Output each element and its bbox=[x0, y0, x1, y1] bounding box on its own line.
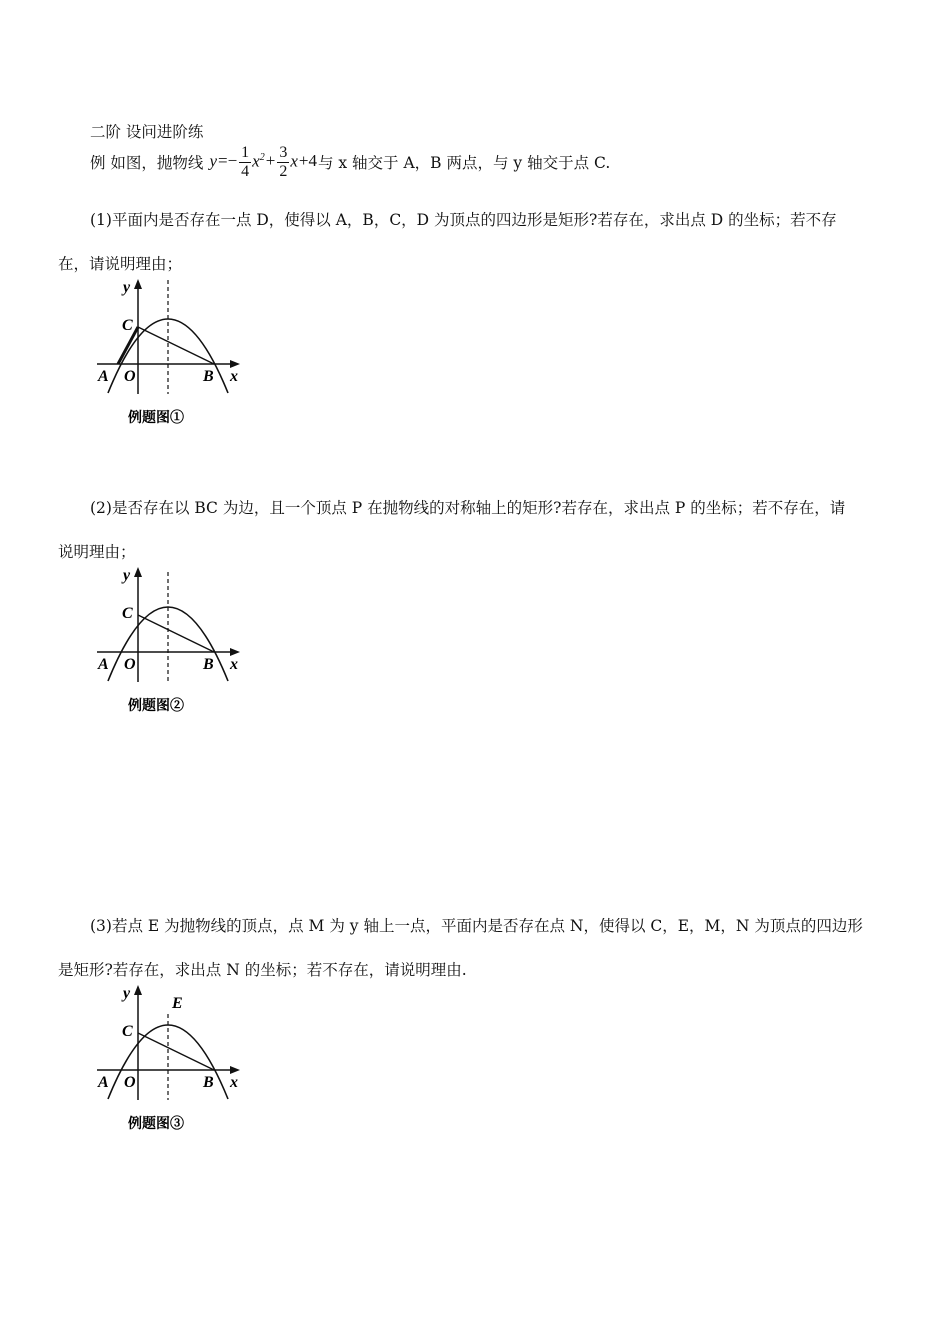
frac1-den: 4 bbox=[241, 162, 250, 180]
fraction-one-quarter bbox=[239, 144, 251, 181]
label-y: y bbox=[123, 279, 131, 296]
question-3-line-2: 是矩形?若存在，求出点 N 的坐标；若不存在，请说明理由. bbox=[58, 961, 467, 979]
frac1-num: 1 bbox=[241, 143, 250, 161]
label-c: C bbox=[122, 1023, 133, 1040]
label-a: A bbox=[98, 1074, 109, 1091]
figure-3-caption: 例题图③ bbox=[128, 1117, 184, 1132]
x-axis-arrow bbox=[230, 648, 240, 656]
segment-bc bbox=[138, 327, 214, 364]
y-axis-arrow bbox=[134, 279, 142, 289]
label-x: x bbox=[230, 656, 238, 673]
eq-equals: =− bbox=[217, 150, 238, 170]
y-axis-arrow bbox=[134, 567, 142, 577]
segment-bc bbox=[138, 1033, 214, 1070]
figure-2-caption: 例题图② bbox=[128, 699, 184, 714]
question-3-line-1: (3)若点 E 为抛物线的顶点，点 M 为 y 轴上一点，平面内是否存在点 N，使得以 C，E，M，N 为顶点的四边形 bbox=[90, 917, 863, 935]
example-figure-3 bbox=[90, 982, 260, 1142]
label-c: C bbox=[122, 605, 133, 622]
question-1-line-2: 在，请说明理由； bbox=[58, 255, 183, 273]
x-axis-arrow bbox=[230, 1066, 240, 1074]
eq-y: y bbox=[209, 150, 217, 170]
example-prefix: 例 如图，抛物线 bbox=[90, 154, 204, 172]
label-a: A bbox=[98, 368, 109, 385]
example-suffix: 与 x 轴交于 A，B 两点，与 y 轴交于点 C. bbox=[317, 154, 611, 172]
eq-x-squared: x bbox=[252, 150, 260, 170]
question-2-line-1: (2)是否存在以 BC 为边，且一个顶点 P 在抛物线的对称轴上的矩形?若存在，求出点 P 的坐标；若不存在，请 bbox=[90, 499, 846, 517]
fraction-three-halves bbox=[277, 144, 289, 181]
question-2-line-2: 说明理由； bbox=[58, 543, 136, 561]
eq-constant: +4 bbox=[298, 150, 317, 170]
label-x: x bbox=[230, 368, 238, 385]
frac2-num: 3 bbox=[279, 143, 288, 161]
example-statement bbox=[90, 142, 610, 182]
label-o: O bbox=[124, 1074, 136, 1091]
label-y: y bbox=[123, 567, 131, 584]
label-b: B bbox=[203, 368, 214, 385]
frac2-den: 2 bbox=[279, 162, 288, 180]
label-b: B bbox=[203, 656, 214, 673]
x-axis-arrow bbox=[230, 360, 240, 368]
label-o: O bbox=[124, 368, 136, 385]
example-figure-2 bbox=[90, 564, 260, 724]
label-a: A bbox=[98, 656, 109, 673]
question-1-line-1: (1)平面内是否存在一点 D，使得以 A，B，C，D 为顶点的四边形是矩形?若存在，求出点 D 的坐标；若不存 bbox=[90, 211, 837, 229]
label-y: y bbox=[123, 985, 131, 1002]
label-b: B bbox=[203, 1074, 214, 1091]
example-figure-1 bbox=[90, 276, 260, 436]
label-e: E bbox=[172, 995, 183, 1012]
eq-plus: + bbox=[265, 150, 276, 170]
eq-exponent: 2 bbox=[259, 151, 265, 163]
parabola-equation bbox=[209, 144, 318, 181]
figure-1-caption: 例题图① bbox=[128, 411, 184, 426]
eq-x: x bbox=[290, 150, 298, 170]
label-o: O bbox=[124, 656, 136, 673]
segment-bc bbox=[138, 615, 214, 652]
y-axis-arrow bbox=[134, 985, 142, 995]
label-c: C bbox=[122, 317, 133, 334]
label-x: x bbox=[230, 1074, 238, 1091]
section-title: 二阶 设问进阶练 bbox=[90, 123, 204, 141]
